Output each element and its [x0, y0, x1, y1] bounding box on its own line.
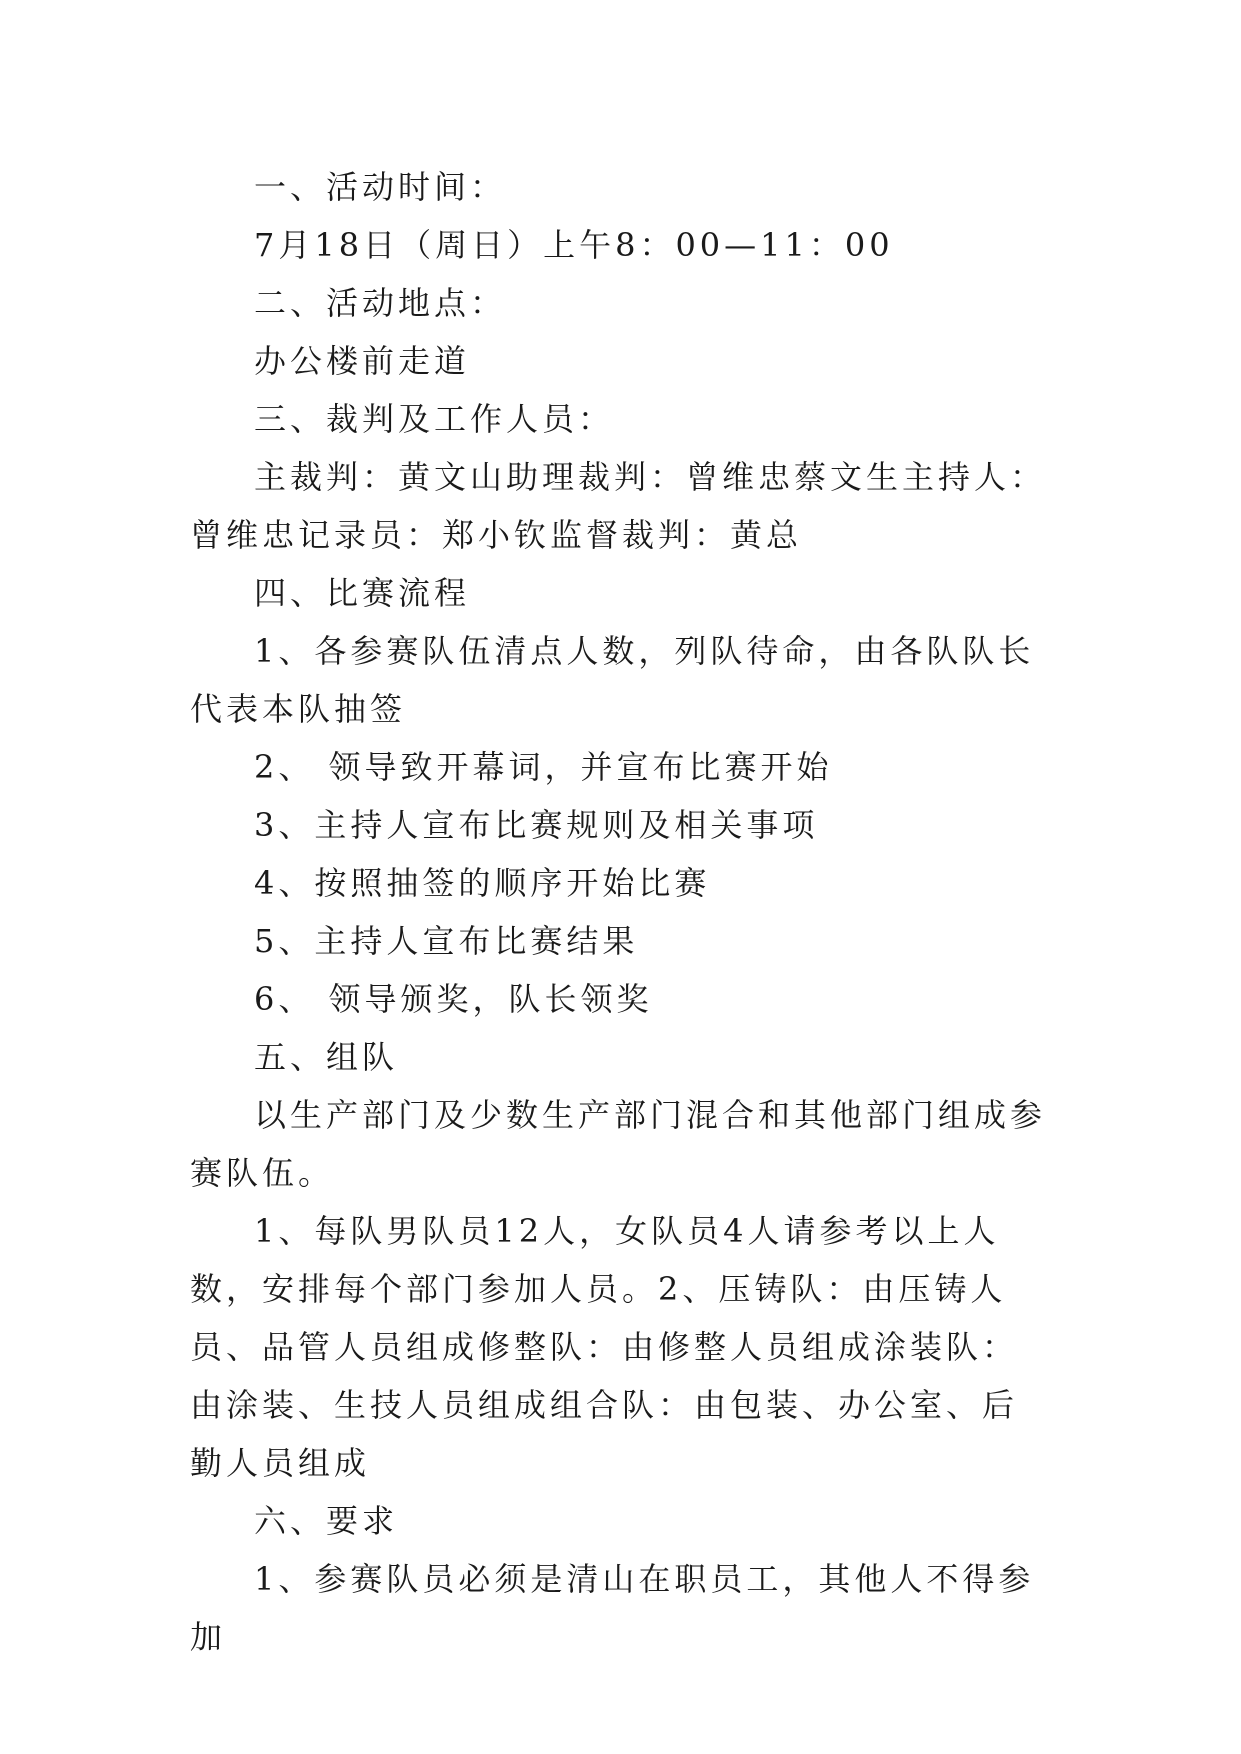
section-heading-location: 二、活动地点：	[254, 284, 507, 322]
section-heading-teams: 五、组队	[254, 1038, 399, 1076]
document-body	[190, 158, 1050, 1666]
list-item-process-2: 2、 领导致开幕词，并宣布比赛开始	[254, 748, 833, 786]
section-heading-staff: 三、裁判及工作人员：	[254, 400, 615, 438]
list-item-process-1: 1、各参赛队伍清点人数，列队待命，由各队队长代表本队抽签	[190, 632, 1035, 728]
paragraph-time: 7月18日（周日）上午8：00—11：00	[254, 226, 894, 264]
list-item-process-6: 6、 领导颁奖，队长领奖	[254, 980, 653, 1018]
list-item-process-3: 3、主持人宣布比赛规则及相关事项	[254, 806, 819, 844]
section-heading-time: 一、活动时间：	[254, 168, 507, 206]
paragraph-teams-detail: 1、每队男队员12人，女队员4人请参考以上人数，安排每个部门参加人员。2、压铸队：由压铸人员、品管人员组成修整队：由修整人员组成涂装队：由涂装、生技人员组成组合队：由包装、办公室、后勤人员组成	[190, 1212, 1019, 1482]
list-item-process-4: 4、按照抽签的顺序开始比赛	[254, 864, 711, 902]
section-heading-requirements: 六、要求	[254, 1502, 399, 1540]
paragraph-location: 办公楼前走道	[254, 342, 471, 380]
list-item-process-5: 5、主持人宣布比赛结果	[254, 922, 639, 960]
paragraph-staff: 主裁判：黄文山助理裁判：曾维忠蔡文生主持人：曾维忠记录员：郑小钦监督裁判：黄总	[190, 458, 1047, 554]
paragraph-teams-intro: 以生产部门及少数生产部门混合和其他部门组成参赛队伍。	[190, 1096, 1047, 1192]
list-item-requirement-1: 1、参赛队员必须是清山在职员工，其他人不得参加	[190, 1560, 1035, 1656]
section-heading-process: 四、比赛流程	[254, 574, 471, 612]
